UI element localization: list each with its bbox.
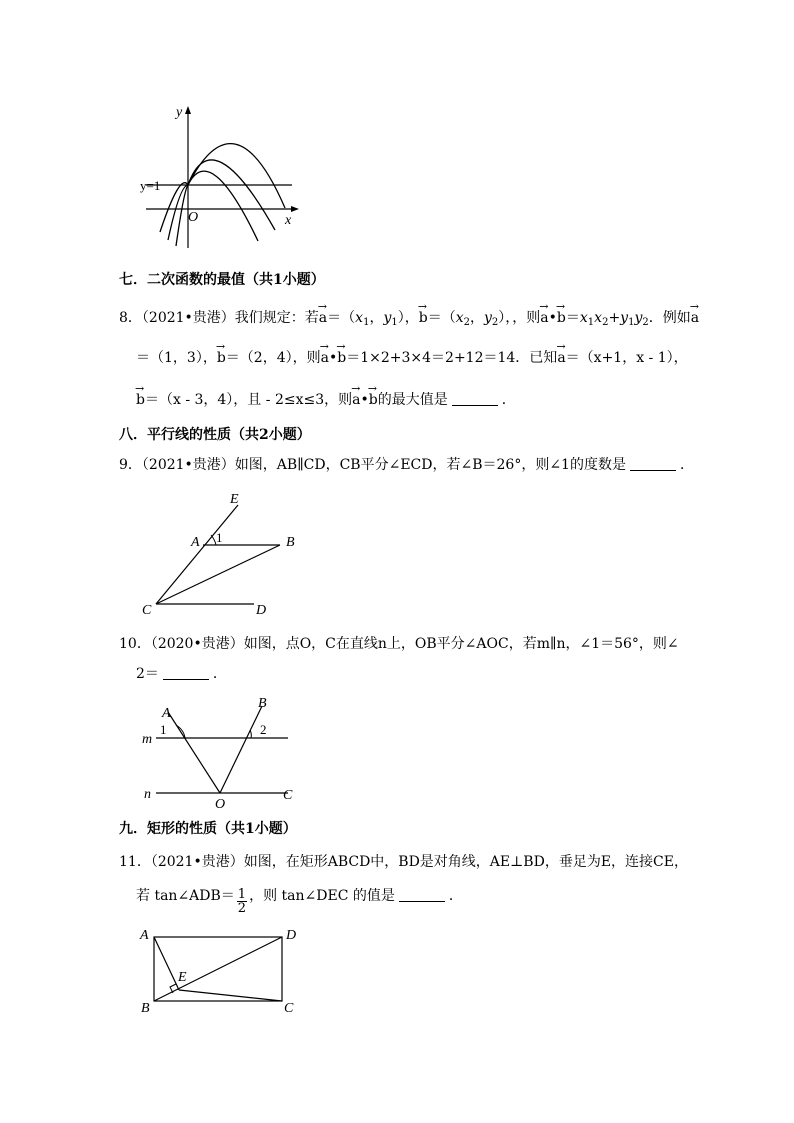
q10-label-n: n	[144, 787, 151, 802]
q10-label-m: m	[142, 732, 153, 747]
q10-line1: 10．（2020•贵港）如图，点O，C在直线n上，OB平分∠AOC，若m∥n，∠1＝56°，则∠	[119, 636, 679, 652]
q8-line1: 8．（2021•贵港）我们规定：若→ $a=(x_1$，$y_1$），→ $b=(x_2$，$y_2$），，则→ a•→ $b=x_1x_2+y_1y_2$．例如→ a	[119, 308, 699, 333]
q11-label-B: B	[141, 1001, 150, 1016]
origin-label: O	[188, 210, 199, 225]
q10-figure	[138, 692, 308, 812]
x-axis-label: x	[285, 213, 292, 228]
q8-answer-blank[interactable]	[452, 391, 498, 406]
q9-text: 9．（2021•贵港）如图，AB∥CD，CB平分∠ECD，若∠B＝26°，则∠1的度数是 ．	[119, 457, 694, 473]
q9-label-A: A	[191, 535, 200, 550]
q11-fraction: $\frac{1}{2}$	[237, 887, 247, 916]
section-9-title: 九．矩形的性质（共1小题）	[119, 821, 297, 837]
q10-label-C: C	[283, 788, 293, 803]
q10-line2: 2＝ ．	[136, 666, 227, 682]
q11-label-C: C	[284, 1001, 294, 1016]
q10-label-1: 1	[160, 722, 167, 737]
y-axis-label: y	[176, 105, 183, 120]
q11-line2: 若 tan∠ADB＝ $\frac{1}{2}$ ，则 tan∠DEC 的值是 ．	[136, 887, 463, 916]
q11-label-A: A	[140, 928, 149, 943]
section-8-title: 八．平行线的性质（共2小题）	[119, 427, 311, 443]
q10-answer-blank[interactable]	[163, 665, 209, 680]
q9-label-D: D	[256, 603, 267, 618]
q10-label-B: B	[258, 696, 267, 711]
q11-line1: 11．（2021•贵港）如图，在矩形ABCD中，BD是对角线，AE⊥BD，垂足为E，连接CE，	[119, 854, 688, 870]
q8-line3: → b＝（x - 3，4），且 - 2≤x≤3，则→ a•→ b的最大值是 ．	[136, 390, 516, 410]
q9-label-E: E	[230, 492, 239, 507]
q10-label-2: 2	[260, 722, 267, 737]
hline-label: y=1	[140, 178, 161, 193]
q11-label-D: D	[286, 928, 297, 943]
q11-answer-blank[interactable]	[399, 887, 445, 902]
parabola-figure	[140, 100, 305, 250]
q10-label-O: O	[215, 797, 226, 812]
q8-line2: ＝（1，3），→ b＝（2，4），则→ a•→ b＝1×2+3×4＝2+12＝14．已知→ a＝（x+1，x - 1），	[136, 348, 688, 368]
q9-label-C: C	[142, 603, 152, 618]
q9-label-B: B	[286, 535, 295, 550]
section-7-title: 七．二次函数的最值（共1小题）	[119, 272, 325, 288]
q10-label-A: A	[162, 706, 171, 721]
q11-label-E: E	[178, 970, 187, 985]
q9-figure	[138, 488, 308, 618]
q11-figure	[136, 922, 306, 1022]
q9-answer-blank[interactable]	[630, 456, 676, 471]
q9-label-1: 1	[216, 530, 223, 545]
